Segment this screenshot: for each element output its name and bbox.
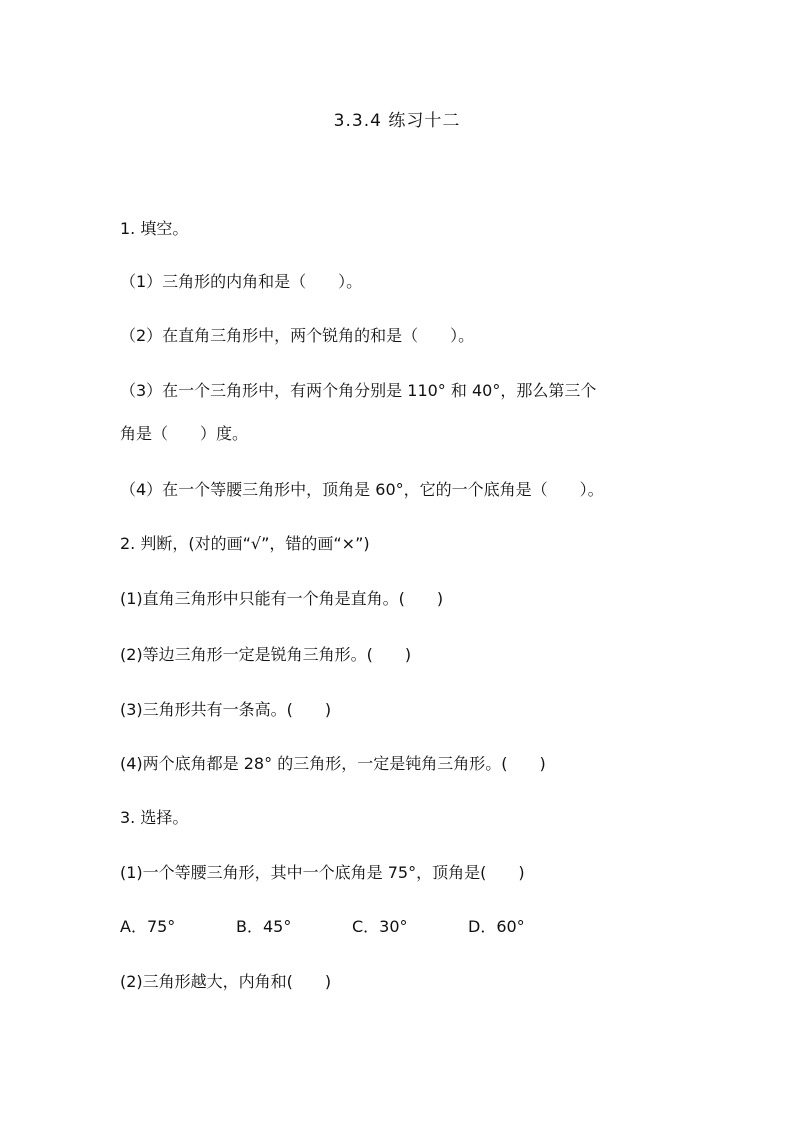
judge-question-1: (1)直角三角形中只能有一个角是直角。( ) bbox=[120, 589, 444, 608]
option-d: D．60° bbox=[468, 917, 525, 936]
judge-question-3: (3)三角形共有一条高。( ) bbox=[120, 700, 332, 719]
fill-blank-question-1: （1）三角形的内角和是（ ）。 bbox=[120, 272, 363, 291]
fill-blank-question-2: （2）在直角三角形中，两个锐角的和是（ ）。 bbox=[120, 326, 475, 345]
choice-question-1-options bbox=[120, 916, 720, 938]
option-a: A．75° bbox=[120, 917, 176, 936]
choice-question-2: (2)三角形越大，内角和( ) bbox=[120, 972, 332, 991]
judge-question-2: (2)等边三角形一定是锐角三角形。( ) bbox=[120, 645, 412, 664]
section-2-heading: 2. 判断，(对的画“√”，错的画“×”) bbox=[120, 534, 370, 553]
judge-question-4: (4)两个底角都是 28° 的三角形，一定是钝角三角形。( ) bbox=[120, 754, 546, 773]
fill-blank-question-3-line-1: （3）在一个三角形中，有两个角分别是 110° 和 40°，那么第三个 bbox=[120, 381, 597, 400]
fill-blank-question-4: （4）在一个等腰三角形中，顶角是 60°，它的一个底角是（ ）。 bbox=[120, 480, 604, 499]
fill-blank-question-3-line-2: 角是（ ）度。 bbox=[120, 424, 249, 443]
section-1-heading: 1. 填空。 bbox=[120, 219, 189, 238]
choice-question-1: (1)一个等腰三角形，其中一个底角是 75°，顶角是( ) bbox=[120, 863, 525, 882]
option-b: B．45° bbox=[236, 917, 292, 936]
option-c: C．30° bbox=[352, 917, 408, 936]
page-title: 3.3.4 练习十二 bbox=[333, 111, 461, 131]
section-3-heading: 3. 选择。 bbox=[120, 808, 189, 827]
